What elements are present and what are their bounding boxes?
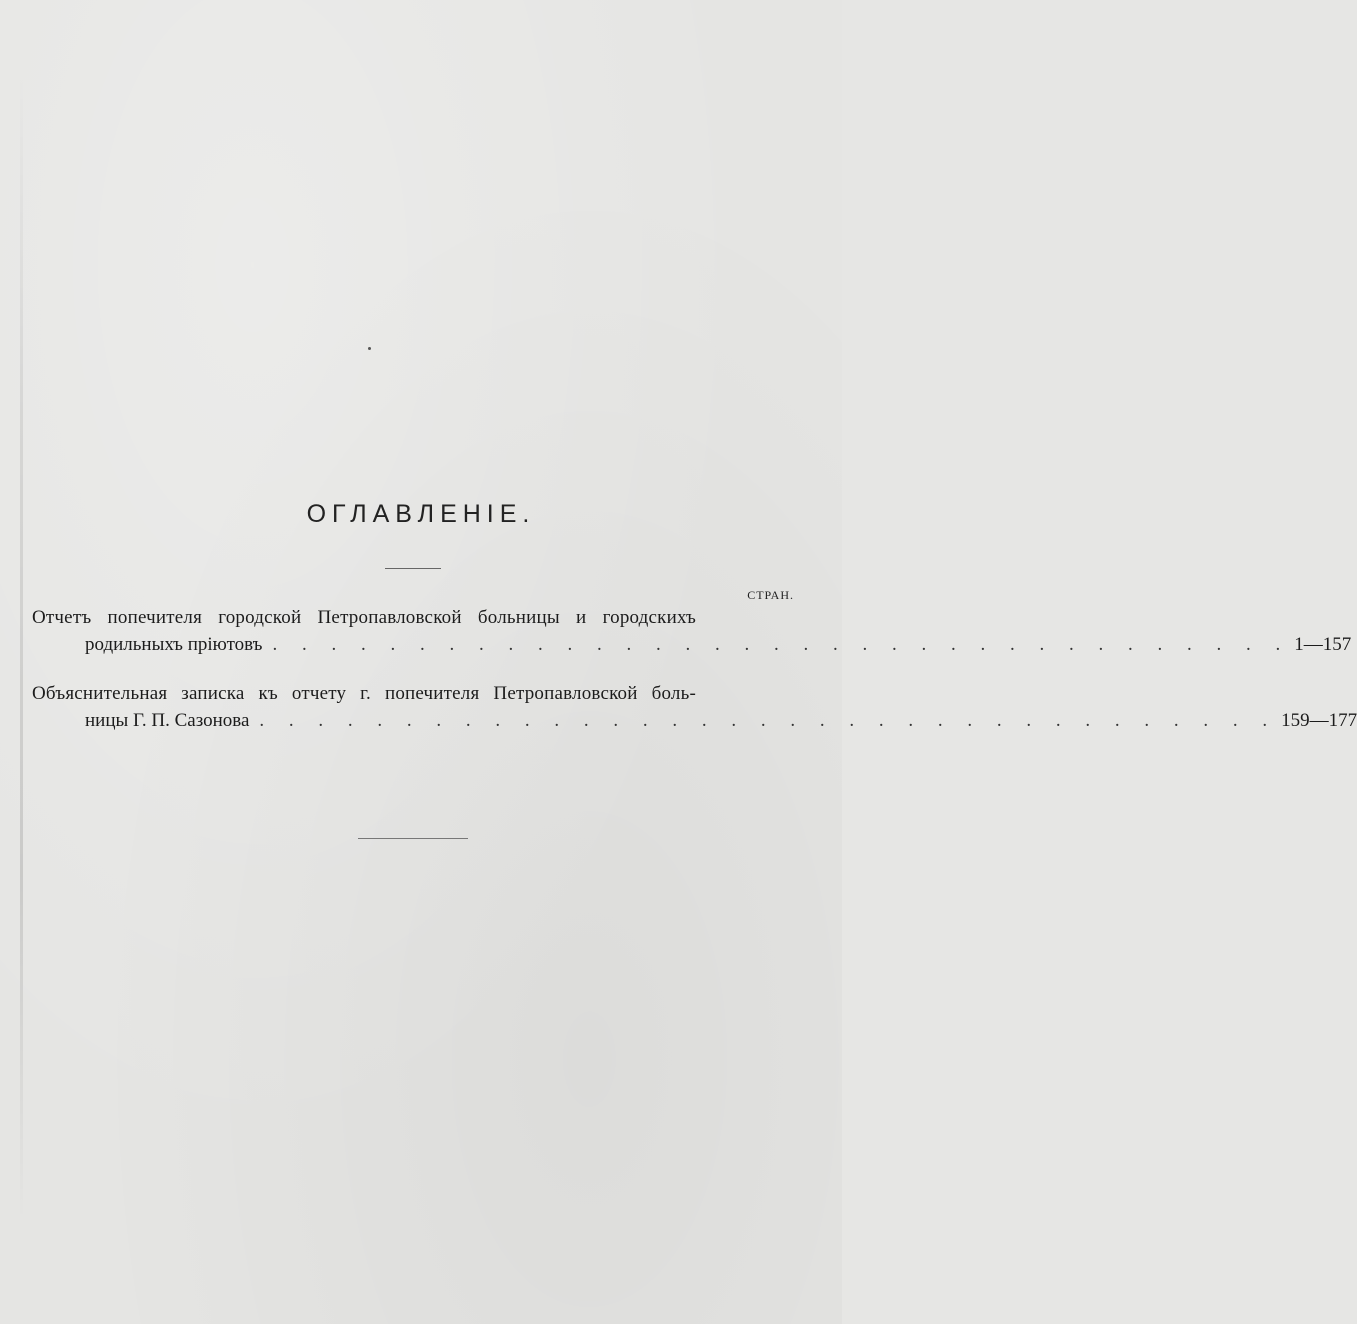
dot-leader: . . . . . . . . . . . . . . . . . . . . . . . . . . . . . . . . . . . (272, 634, 1291, 655)
page-edge-shadow (20, 70, 23, 1220)
page-title: ОГЛАВЛЕНІЕ. (306, 500, 536, 528)
table-of-contents (32, 604, 1357, 756)
toc-entry-line2 (32, 707, 1357, 734)
toc-entry-text-line2: родильныхъ пріютовъ (85, 634, 263, 655)
toc-entry-pages: 159—177 (1281, 710, 1357, 731)
closing-divider (358, 838, 468, 839)
toc-entry-text-line1: Объяснительная записка къ отчету г. попечителя Петропавловской боль- (32, 683, 696, 704)
toc-entry-text-line1: Отчетъ попечителя городской Петропавловской больницы и городскихъ (32, 607, 696, 628)
dot-leader: . . . . . . . . . . . . . . . . . . . . . . . . . . . . . . . . . . . (259, 710, 1278, 731)
toc-entry-line2 (32, 631, 1352, 658)
toc-entry-pages: 1—157 (1294, 634, 1352, 655)
pages-column-header: СТРАН. (747, 588, 794, 602)
toc-entry-1 (32, 604, 1352, 658)
toc-entry-text-line2: ницы Г. П. Сазонова (85, 710, 250, 731)
ink-speck (368, 347, 371, 350)
toc-entry-2 (32, 680, 1357, 734)
title-divider (385, 568, 441, 569)
